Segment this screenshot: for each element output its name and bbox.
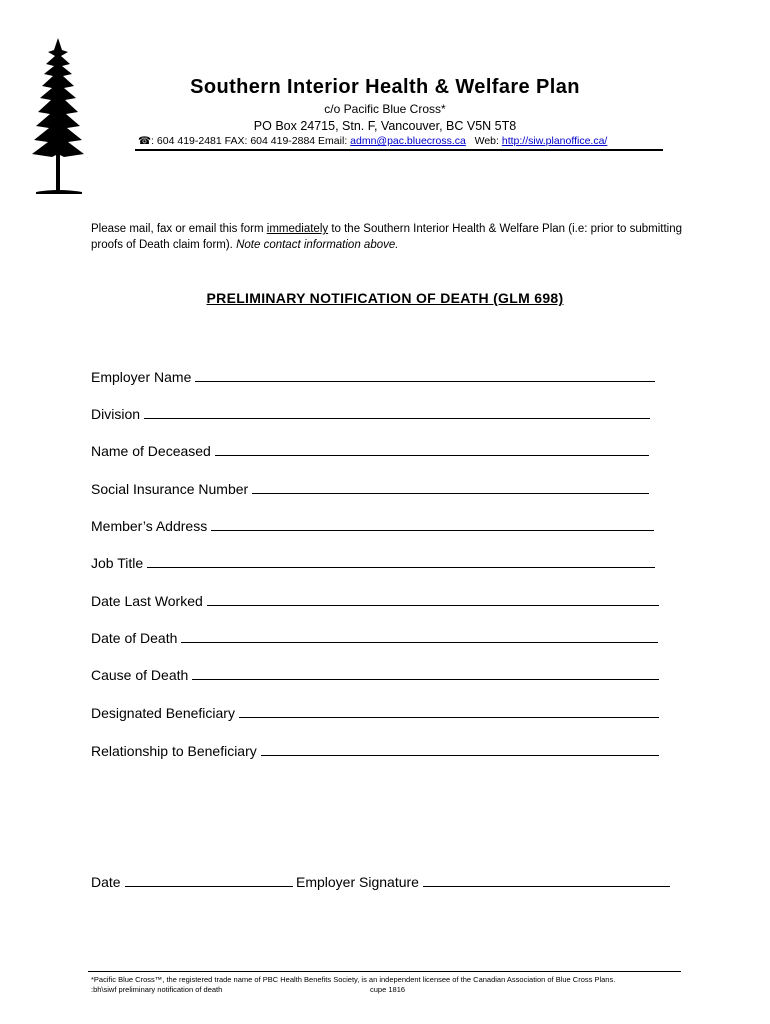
cause-of-death-field[interactable]: [91, 663, 659, 683]
deceased-name-field[interactable]: [91, 439, 649, 459]
mailing-address: PO Box 24715, Stn. F, Vancouver, BC V5N 5T8: [253, 119, 517, 133]
sin-field[interactable]: [91, 477, 649, 497]
relationship-field[interactable]: [91, 739, 659, 759]
job-title-line[interactable]: [147, 567, 655, 568]
header-divider: [135, 149, 663, 151]
trademark-note: *Pacific Blue Cross™, the registered trade name of PBC Health Benefits Society, is an independent licensee of the Canadian Association of Blue Cross Plans.: [91, 975, 616, 984]
phone-fax-text: : 604 419-2481 FAX: 604 419-2884 Email:: [151, 135, 351, 147]
employer-name-label: Employer Name: [91, 369, 192, 385]
sin-line[interactable]: [252, 493, 649, 494]
job-title-label: Job Title: [91, 555, 144, 571]
beneficiary-label: Designated Beneficiary: [91, 705, 235, 721]
division-line[interactable]: [144, 418, 650, 419]
immediately-emphasis: immediately: [266, 223, 329, 235]
member-address-field[interactable]: [91, 514, 654, 534]
employer-signature-line[interactable]: [423, 886, 670, 887]
file-path: :bh\siwf preliminary notification of death: [91, 985, 223, 994]
plan-title: Southern Interior Health & Welfare Plan: [190, 76, 580, 98]
signature-date-field[interactable]: [91, 870, 293, 890]
form-title: PRELIMINARY NOTIFICATION OF DEATH (GLM 698): [206, 290, 564, 306]
date-of-death-label: Date of Death: [91, 630, 178, 646]
division-label: Division: [91, 406, 141, 422]
employer-name-field[interactable]: [91, 365, 655, 385]
date-of-death-field[interactable]: [91, 626, 658, 646]
division-field[interactable]: [91, 402, 650, 422]
sin-label: Social Insurance Number: [91, 481, 249, 497]
web-label: Web:: [465, 135, 502, 147]
telephone-icon: ☎: [138, 135, 152, 147]
pine-tree-icon: [28, 36, 88, 196]
contact-line: [138, 135, 607, 147]
relationship-line[interactable]: [261, 755, 659, 756]
deceased-name-line[interactable]: [215, 455, 649, 456]
email-link[interactable]: admn@pac.bluecross.ca: [350, 135, 466, 147]
employer-name-line[interactable]: [195, 381, 655, 382]
date-last-worked-field[interactable]: [91, 589, 659, 609]
date-last-worked-line[interactable]: [207, 605, 659, 606]
employer-signature-label: Employer Signature: [296, 874, 419, 890]
job-title-field[interactable]: [91, 551, 655, 571]
date-of-death-line[interactable]: [181, 642, 658, 643]
beneficiary-field[interactable]: [91, 701, 659, 721]
cause-of-death-label: Cause of Death: [91, 667, 189, 683]
beneficiary-line[interactable]: [239, 717, 659, 718]
relationship-label: Relationship to Beneficiary: [91, 743, 257, 759]
member-address-line[interactable]: [211, 530, 654, 531]
contact-note: Note contact information above.: [236, 239, 399, 251]
cause-of-death-line[interactable]: [192, 679, 659, 680]
member-address-label: Member’s Address: [91, 518, 208, 534]
care-of-line: c/o Pacific Blue Cross*: [324, 102, 446, 116]
instructions-paragraph: Please mail, fax or email this form immediately to the Southern Interior Health & Welfare Plan (i.e: prior to submitting proofs of Death claim form). Note contact information above.: [91, 223, 683, 251]
document-code: cupe 1816: [370, 985, 406, 994]
employer-signature-field[interactable]: [296, 870, 670, 890]
signature-date-label: Date: [91, 874, 121, 890]
signature-date-line[interactable]: [125, 886, 293, 887]
website-link[interactable]: http://siw.planoffice.ca/: [501, 135, 608, 147]
deceased-name-label: Name of Deceased: [91, 443, 211, 459]
footer-divider: [88, 971, 681, 972]
date-last-worked-label: Date Last Worked: [91, 593, 203, 609]
